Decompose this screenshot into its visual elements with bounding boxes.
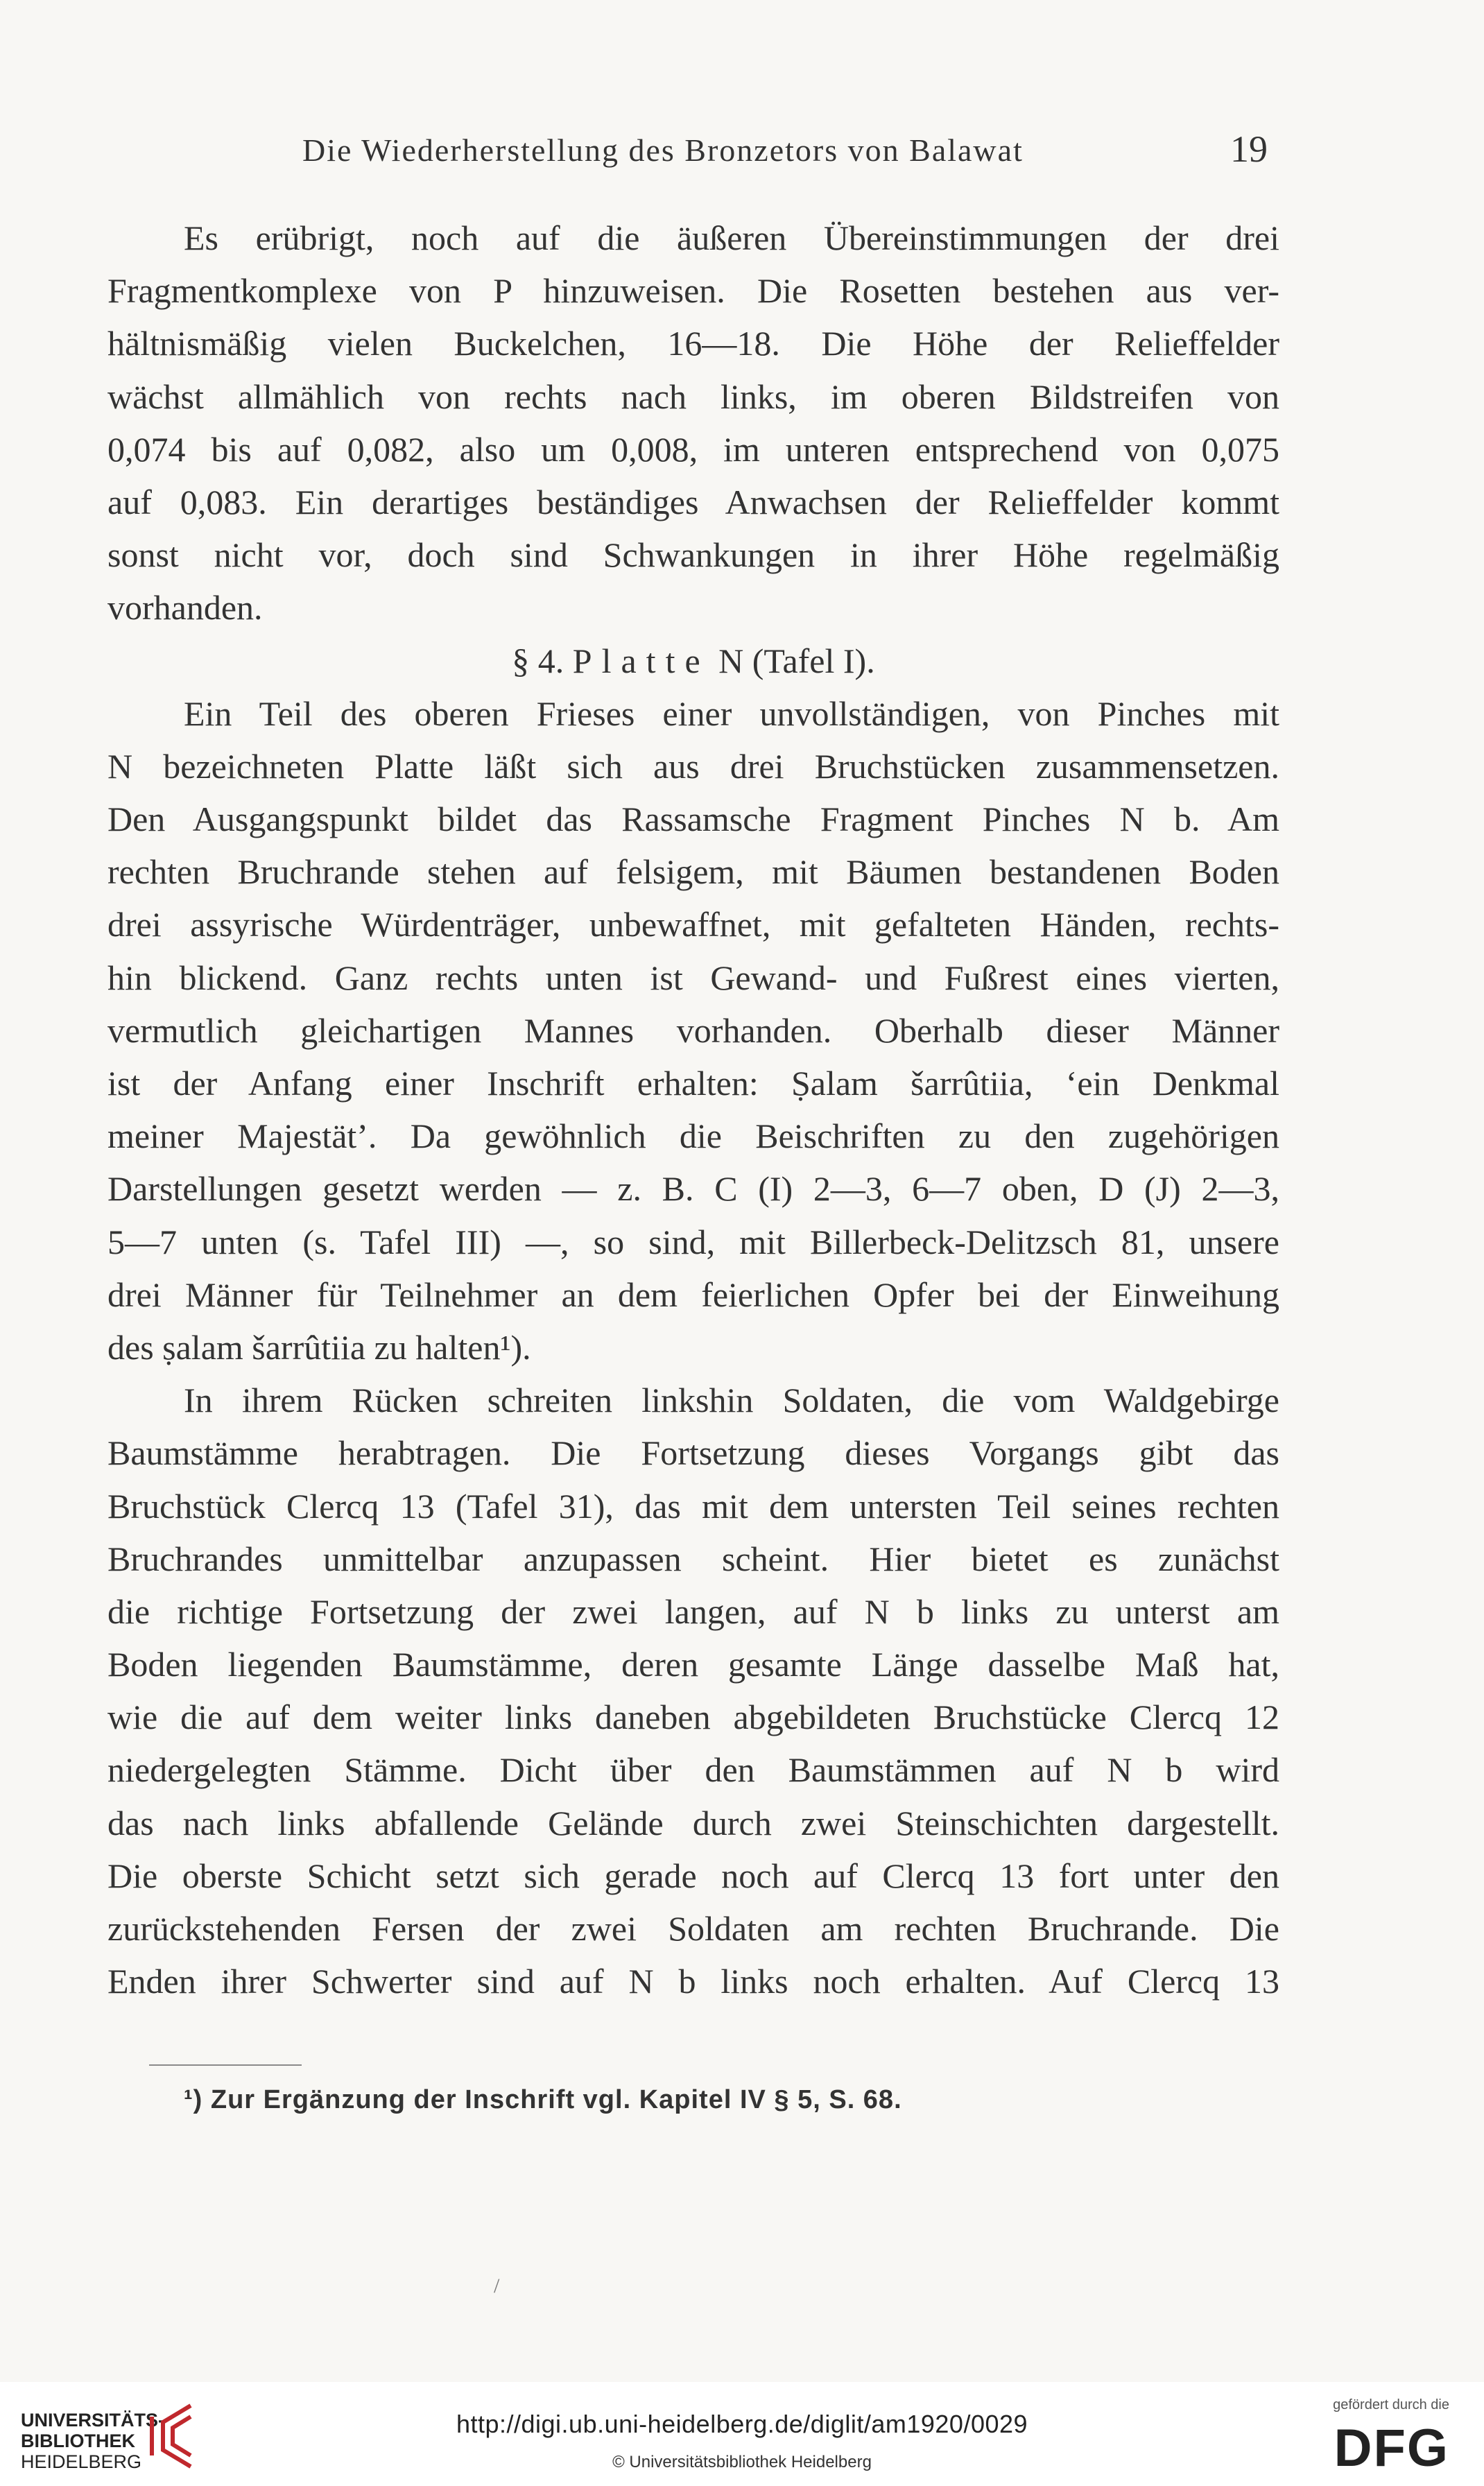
text-line: rechten Bruchrande stehen auf felsigem, mit Bäumen bestandenen Boden: [107, 852, 1279, 892]
text-line: vorhanden.: [107, 588, 263, 628]
text-line: auf 0,083. Ein derartiges beständiges Anwachsen der Relieffelder kommt: [107, 482, 1279, 521]
text-line: Bruchrandes unmittelbar anzupassen scheint. Hier bietet es zunächst: [107, 1539, 1279, 1578]
text-line: das nach links abfallende Gelände durch zwei Steinschichten dargestellt.: [107, 1803, 1279, 1842]
paragraph-3: [107, 1374, 1279, 2008]
dfg-logo: DFG: [1334, 2419, 1449, 2478]
text-line: meiner Majestät’. Da gewöhnlich die Beischriften zu den zugehörigen: [107, 1116, 1279, 1156]
section-subtitle: N (Tafel I).: [718, 641, 875, 680]
text-line: Boden liegenden Baumstämme, deren gesamte Länge dasselbe Maß hat,: [107, 1645, 1279, 1684]
text-line: ist der Anfang einer Inschrift erhalten: Ṣalam šarrûtiia, ‘ein Denkmal: [107, 1064, 1279, 1103]
text-line: Bruchstück Clercq 13 (Tafel 31), das mit dem untersten Teil seines rechten: [107, 1486, 1279, 1526]
text-line: des ṣalam šarrûtiia zu halten¹).: [107, 1327, 531, 1367]
text-line: hin blickend. Ganz rechts unten ist Gewand- und Fußrest eines vierten,: [107, 958, 1279, 997]
text-line: vermutlich gleichartigen Mannes vorhanden. Oberhalb dieser Männer: [107, 1010, 1279, 1050]
footnote: ¹) Zur Ergänzung der Inschrift vgl. Kapitel IV § 5, S. 68.: [184, 2085, 902, 2114]
copyright-notice: © Universitätsbibliothek Heidelberg: [612, 2453, 872, 2471]
text-line: Es erübrigt, noch auf die äußeren Übereinstimmungen der drei: [184, 218, 1279, 257]
footnote-rule: [149, 2064, 302, 2066]
text-line: Ein Teil des oberen Frieses einer unvollständigen, von Pinches mit: [184, 693, 1279, 733]
text-line: drei assyrische Würdenträger, unbewaffnet, mit gefalteten Händen, rechts-: [107, 905, 1279, 944]
running-header: Die Wiederherstellung des Bronzetors von Balawat: [302, 132, 1024, 168]
permalink-url[interactable]: http://digi.ub.uni-heidelberg.de/diglit/am1920/0029: [456, 2410, 1028, 2438]
text-line: die richtige Fortsetzung der zwei langen, auf N b links zu unterst am: [107, 1591, 1279, 1631]
funding-label: gefördert durch die: [1333, 2397, 1449, 2412]
page-number: 19: [1230, 128, 1268, 170]
library-name-line: BIBLIOTHEK: [21, 2431, 135, 2451]
text-line: Enden ihrer Schwerter sind auf N b links noch erhalten. Auf Clercq 13: [107, 1962, 1279, 2001]
stray-mark: /: [494, 2274, 500, 2297]
section-number: § 4.: [512, 641, 564, 680]
text-line: Den Ausgangspunkt bildet das Rassamsche Fragment Pinches N b. Am: [107, 800, 1279, 839]
text-line: wächst allmählich von rechts nach links, im oberen Bildstreifen von: [107, 377, 1279, 416]
text-line: zurückstehenden Fersen der zwei Soldaten am rechten Bruchrande. Die: [107, 1909, 1279, 1948]
digitization-footer: [0, 2382, 1484, 2486]
body-text: [107, 212, 1279, 2008]
text-line: Fragmentkomplexe von P hinzuweisen. Die Rosetten bestehen aus ver-: [107, 271, 1279, 311]
paragraph-2: [107, 687, 1279, 1374]
library-name-line: UNIVERSITÄTS-: [21, 2410, 165, 2431]
text-line: drei Männer für Teilnehmer an dem feierlichen Opfer bei der Einweihung: [107, 1275, 1279, 1314]
text-line: Darstellungen gesetzt werden — z. B. C (I) 2—3, 6—7 oben, D (J) 2—3,: [107, 1169, 1279, 1209]
text-line: hältnismäßig vielen Buckelchen, 16—18. Die Höhe der Relieffelder: [107, 324, 1279, 363]
text-line: In ihrem Rücken schreiten linkshin Soldaten, die vom Waldgebirge: [184, 1381, 1279, 1420]
paragraph-1: [107, 212, 1279, 635]
text-line: Baumstämme herabtragen. Die Fortsetzung dieses Vorgangs gibt das: [107, 1433, 1279, 1473]
library-name-line: HEIDELBERG: [21, 2451, 142, 2472]
section-heading: [107, 635, 1279, 687]
text-line: sonst nicht vor, doch sind Schwankungen in ihrer Höhe regelmäßig: [107, 535, 1279, 575]
section-name: Platte: [572, 641, 710, 680]
text-line: 0,074 bis auf 0,082, also um 0,008, im unteren entsprechend von 0,075: [107, 429, 1279, 469]
text-line: N bezeichneten Platte läßt sich aus drei Bruchstücken zusammensetzen.: [107, 746, 1279, 786]
text-line: Die oberste Schicht setzt sich gerade noch auf Clercq 13 fort unter den: [107, 1856, 1279, 1895]
text-line: wie die auf dem weiter links daneben abgebildeten Bruchstücke Clercq 12: [107, 1698, 1279, 1737]
text-line: 5—7 unten (s. Tafel III) —, so sind, mit Billerbeck-Delitzsch 81, unsere: [107, 1222, 1279, 1261]
text-line: niedergelegten Stämme. Dicht über den Baumstämmen auf N b wird: [107, 1750, 1279, 1790]
